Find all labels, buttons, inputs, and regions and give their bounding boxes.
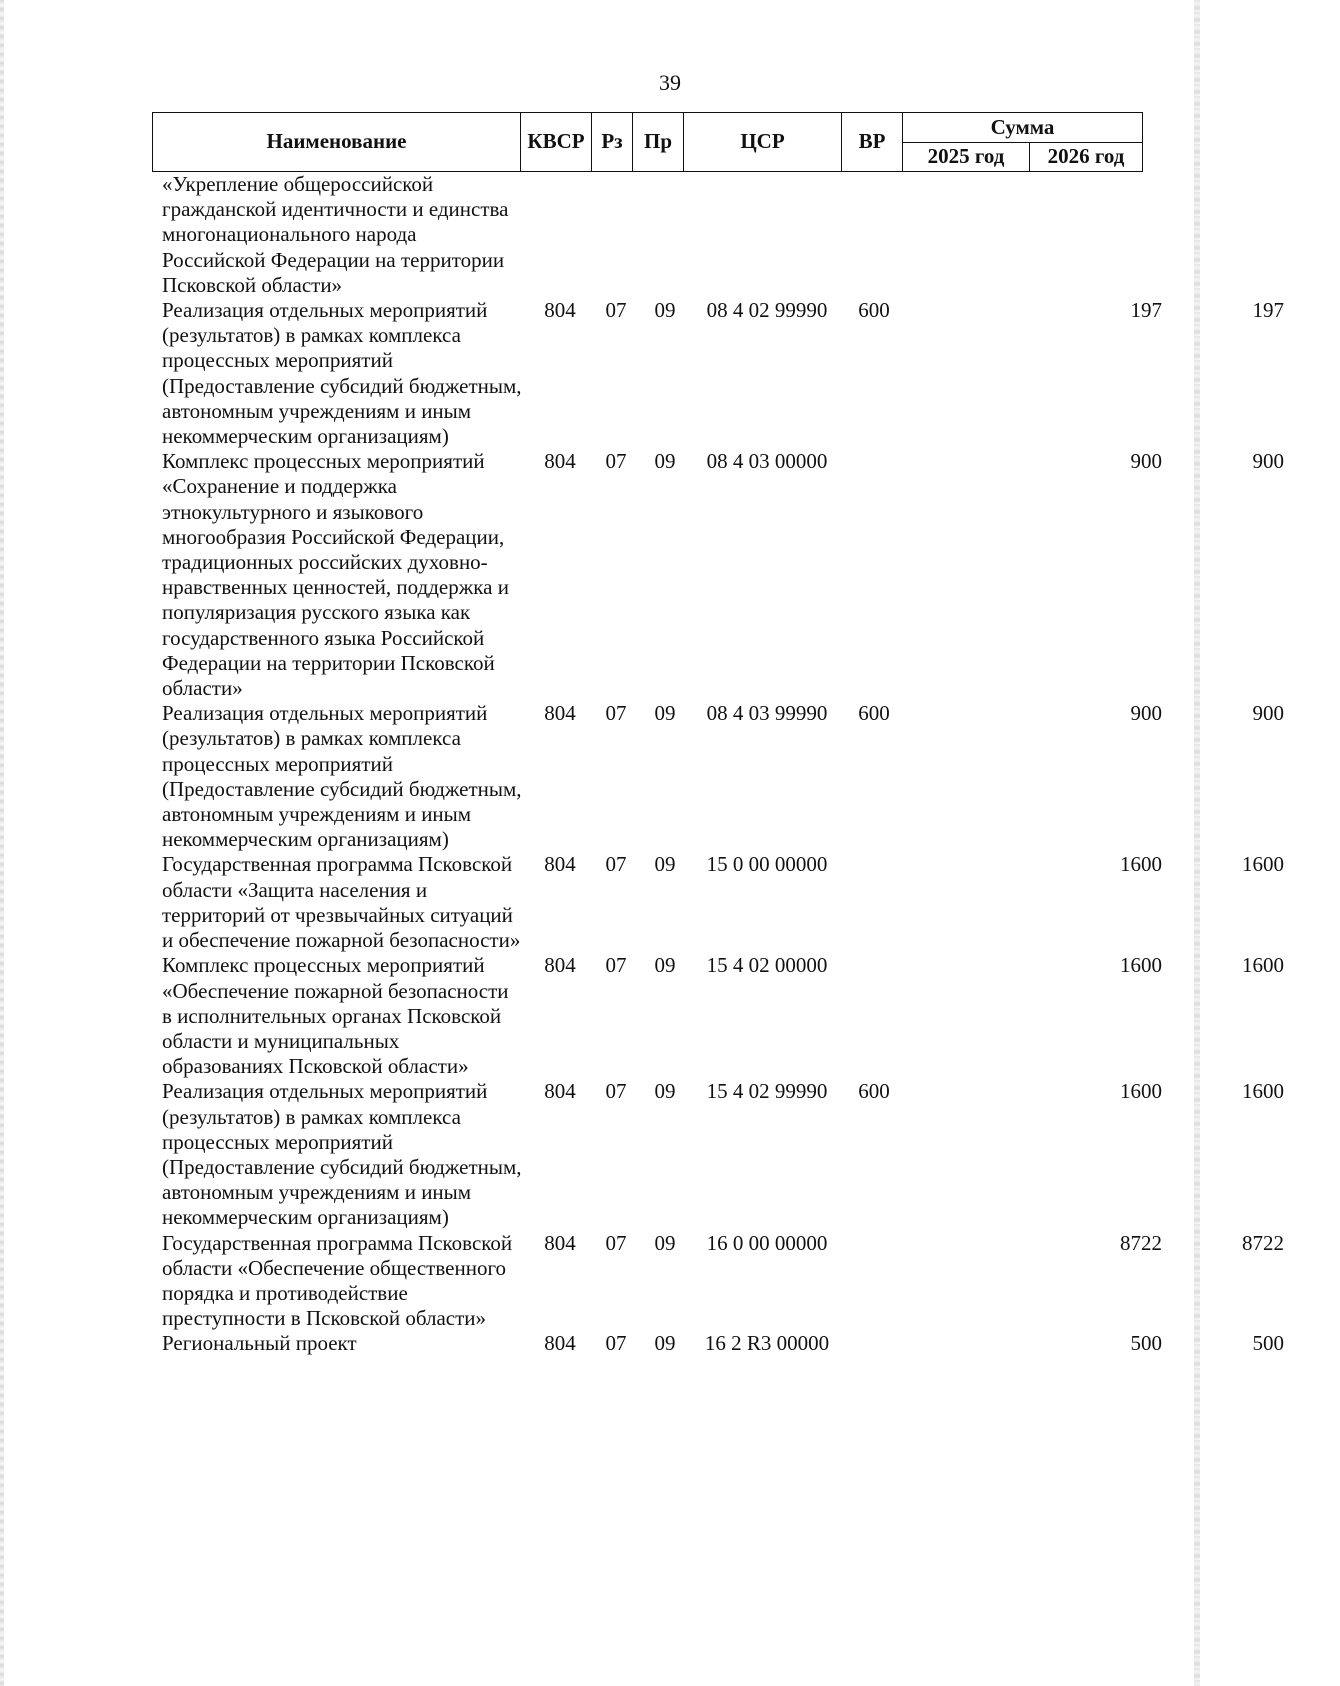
row-sum-2025: 1600 bbox=[1120, 953, 1162, 978]
row-sum-2026: 900 bbox=[1252, 449, 1284, 474]
row-kvsr: 804 bbox=[544, 852, 576, 877]
row-pr: 09 bbox=[654, 1331, 676, 1356]
table-row bbox=[152, 298, 1284, 449]
table-row bbox=[152, 172, 1142, 298]
header-rz: Рз bbox=[592, 113, 633, 172]
header-kvsr: КВСР bbox=[521, 113, 592, 172]
row-csr: 08 4 02 99990 bbox=[706, 298, 828, 323]
row-vr: 600 bbox=[858, 1079, 890, 1104]
row-name: Реализация отдельных мероприятий (результатов) в рамках комплекса процессных мероприятий (Предоставление субсидий бюджетным, автономным учреждениям и иным некоммерческим организациям) bbox=[162, 298, 522, 449]
row-rz: 07 bbox=[605, 449, 627, 474]
row-sum-2026: 500 bbox=[1252, 1331, 1284, 1356]
row-sum-2026: 8722 bbox=[1242, 1230, 1284, 1255]
row-rz: 07 bbox=[605, 953, 627, 978]
row-csr: 08 4 03 99990 bbox=[706, 701, 828, 726]
scan-edge-right bbox=[1194, 0, 1200, 1686]
row-name: Государственная программа Псковской области «Защита населения и территорий от чрезвычайных ситуаций и обеспечение пожарной безопасности» bbox=[162, 852, 521, 953]
row-name: Государственная программа Псковской области «Обеспечение общественного порядка и противодействие преступности в Псковской области» bbox=[162, 1230, 513, 1331]
row-sum-2025: 8722 bbox=[1120, 1230, 1162, 1255]
row-sum-2026: 1600 bbox=[1242, 953, 1284, 978]
header-name: Наименование bbox=[153, 113, 521, 172]
row-kvsr: 804 bbox=[544, 1230, 576, 1255]
row-name: Реализация отдельных мероприятий (результатов) в рамках комплекса процессных мероприятий (Предоставление субсидий бюджетным, автономным учреждениям и иным некоммерческим организациям) bbox=[162, 701, 522, 852]
table-header bbox=[152, 112, 1143, 172]
row-sum-2025: 500 bbox=[1130, 1331, 1162, 1356]
table-row bbox=[152, 1079, 1284, 1230]
row-kvsr: 804 bbox=[544, 701, 576, 726]
table-row bbox=[152, 852, 1284, 953]
row-csr: 08 4 03 00000 bbox=[706, 449, 828, 474]
scan-edge-left bbox=[0, 0, 4, 1686]
row-sum-2026: 197 bbox=[1252, 298, 1284, 323]
header-year-2025: 2025 год bbox=[903, 142, 1030, 172]
header-pr: Пр bbox=[633, 113, 684, 172]
row-sum-2025: 1600 bbox=[1120, 852, 1162, 877]
row-pr: 09 bbox=[654, 1079, 676, 1104]
row-csr: 15 4 02 99990 bbox=[706, 1079, 828, 1104]
row-csr: 16 0 00 00000 bbox=[706, 1230, 828, 1255]
header-vr: ВР bbox=[842, 113, 903, 172]
row-pr: 09 bbox=[654, 852, 676, 877]
row-pr: 09 bbox=[654, 1230, 676, 1255]
row-kvsr: 804 bbox=[544, 1079, 576, 1104]
row-rz: 07 bbox=[605, 1331, 627, 1356]
row-sum-2025: 197 bbox=[1130, 298, 1162, 323]
page-number: 39 bbox=[659, 70, 681, 95]
table-row bbox=[152, 1230, 1284, 1332]
row-sum-2025: 900 bbox=[1130, 449, 1162, 474]
row-pr: 09 bbox=[654, 449, 676, 474]
row-name: Региональный проект bbox=[162, 1331, 357, 1356]
header-year-2026: 2026 год bbox=[1030, 142, 1143, 172]
row-csr: 16 2 R3 00000 bbox=[704, 1331, 830, 1356]
row-rz: 07 bbox=[605, 701, 627, 726]
row-rz: 07 bbox=[605, 852, 627, 877]
row-vr: 600 bbox=[858, 298, 890, 323]
row-sum-2026: 900 bbox=[1252, 701, 1284, 726]
header-csr: ЦСР bbox=[684, 113, 842, 172]
row-rz: 07 bbox=[605, 298, 627, 323]
row-name: Комплекс процессных мероприятий «Обеспечение пожарной безопасности в исполнительных органах Псковской области и муниципальных образованиях Псковской области» bbox=[162, 953, 509, 1079]
row-kvsr: 804 bbox=[544, 449, 576, 474]
row-csr: 15 0 00 00000 bbox=[706, 852, 828, 877]
row-rz: 07 bbox=[605, 1230, 627, 1255]
row-vr: 600 bbox=[858, 701, 890, 726]
row-name: «Укрепление общероссийской гражданской идентичности и единства многонационального народа Российской Федерации на территории Псковской области» bbox=[162, 172, 509, 297]
table-row bbox=[152, 1331, 1284, 1356]
row-kvsr: 804 bbox=[544, 953, 576, 978]
row-pr: 09 bbox=[654, 701, 676, 726]
row-sum-2026: 1600 bbox=[1242, 1079, 1284, 1104]
row-kvsr: 804 bbox=[544, 298, 576, 323]
row-kvsr: 804 bbox=[544, 1331, 576, 1356]
row-pr: 09 bbox=[654, 953, 676, 978]
table-row bbox=[152, 701, 1284, 852]
row-sum-2025: 1600 bbox=[1120, 1079, 1162, 1104]
table-row bbox=[152, 953, 1284, 1079]
row-csr: 15 4 02 00000 bbox=[706, 953, 828, 978]
table-body bbox=[152, 172, 1284, 1357]
header-sum: Сумма bbox=[903, 113, 1143, 143]
row-name: Реализация отдельных мероприятий (результатов) в рамках комплекса процессных мероприятий (Предоставление субсидий бюджетным, автономным учреждениям и иным некоммерческим организациям) bbox=[162, 1079, 522, 1230]
table-row bbox=[152, 449, 1284, 701]
row-rz: 07 bbox=[605, 1079, 627, 1104]
row-sum-2026: 1600 bbox=[1242, 852, 1284, 877]
row-name: Комплекс процессных мероприятий «Сохранение и поддержка этнокультурного и языкового многообразия Российской Федерации, традиционных российских духовно-нравственных ценностей, поддержка и популяризация русского языка как государственного языка Российской Федерации на территории Псковской области» bbox=[162, 449, 509, 701]
row-sum-2025: 900 bbox=[1130, 701, 1162, 726]
row-pr: 09 bbox=[654, 298, 676, 323]
